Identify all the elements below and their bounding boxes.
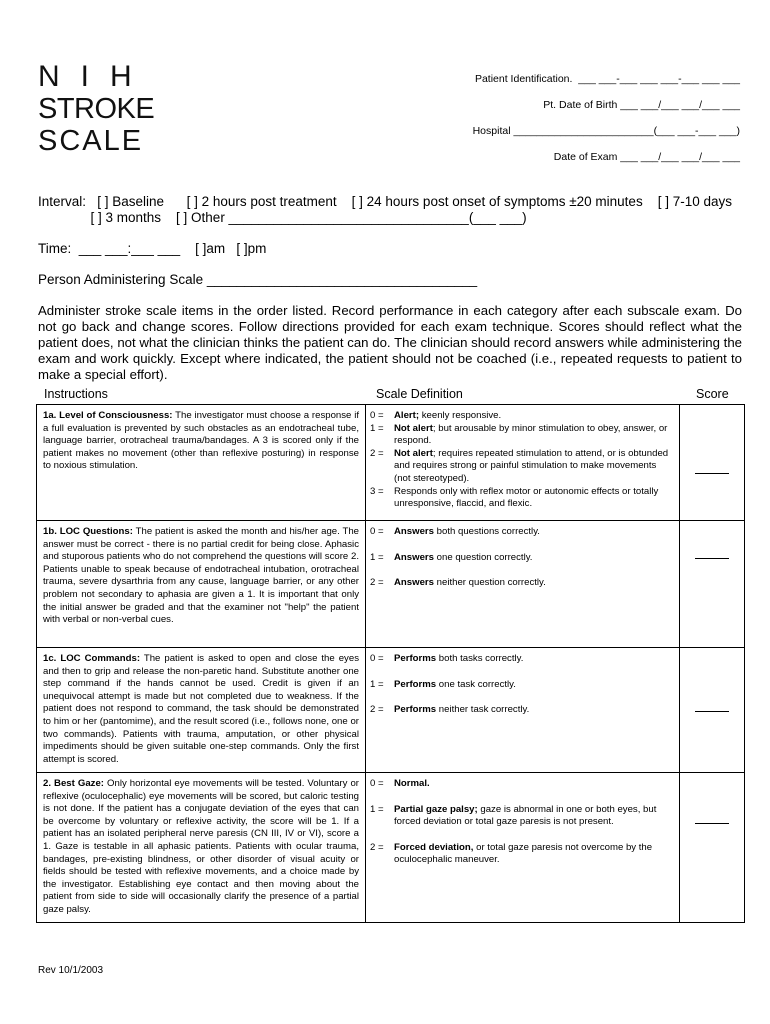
scale-option-value: 0 = <box>370 653 384 664</box>
item-title: 2. Best Gaze: <box>43 778 104 789</box>
scale-option-keyword: Forced deviation, <box>394 841 474 853</box>
item-instructions-cell <box>37 773 366 923</box>
scale-definition-cell <box>366 773 680 923</box>
item-instructions-text: Only horizontal eye movements will be tested. Voluntary or reflexive (oculocephalic) eye movements will be scored, but caloric testing is not done. If the patient has a conjugate deviation of the eyes that can be overcome by voluntary or reflexive activity, the score will be 1. If a patient has an isolated peripheral nerve paresis (CN III, IV or VI), score a 1. Gaze is testable in all aphasic patients. Patients with ocular trauma, bandages, pre-existing blindness, or other disorder of visual acuity or fields should be tested with reflexive movements, and a choice made by the investigator. Establishing eye contact and then moving about the patient from side to side will occasionally clarify the presence of a partial gaze palsy. <box>43 778 359 915</box>
scale-option-value: 3 = <box>370 485 384 497</box>
scale-option-value: 1 = <box>370 803 384 815</box>
scale-row <box>37 648 745 773</box>
item-instructions-cell <box>37 521 366 648</box>
scale-option-value: 2 = <box>370 447 384 459</box>
score-blank-field[interactable] <box>695 473 729 474</box>
scale-option-value: 1 = <box>370 422 384 434</box>
scale-option <box>370 486 675 511</box>
item-instructions-cell <box>37 648 366 773</box>
patient-id-field[interactable]: Patient Identification. ___ ___-___ ___ ___-___ ___ ___ <box>474 73 740 85</box>
column-head-instructions: Instructions <box>44 387 108 401</box>
scale-option-description: ; requires repeated stimulation to attend, or is obtunded and requires strong or painful stimulation to make movements (not stereotyped). <box>394 447 669 484</box>
logo-line-stroke: STROKE <box>38 93 155 125</box>
scale-option-value: 1 = <box>370 551 384 563</box>
scale-option <box>370 448 675 486</box>
scale-definition-cell <box>366 648 680 773</box>
scale-option-keyword: Performs <box>394 678 437 690</box>
scale-option-value: 1 = <box>370 678 384 690</box>
item-title: 1b. LOC Questions: <box>43 526 133 537</box>
scale-option-keyword: Normal. <box>394 778 430 789</box>
scale-option-description: Responds only with reflex motor or autonomic effects or totally unresponsive, flaccid, and flexic. <box>394 485 659 510</box>
scale-option-keyword: Answers <box>394 551 434 563</box>
scale-option-keyword: Not alert <box>394 422 433 434</box>
scale-option-keyword: Not alert <box>394 447 433 459</box>
scale-option-keyword: Partial gaze palsy; <box>394 803 478 815</box>
person-administering-field[interactable]: Person Administering Scale ____________________________________ <box>38 272 478 287</box>
scale-option <box>370 423 675 448</box>
scale-option-description: keenly responsive. <box>419 410 502 421</box>
scale-option-description: gaze is abnormal in one or both eyes, but forced deviation or total gaze paresis is not present. <box>394 803 657 828</box>
scale-option-description: ; but arousable by minor stimulation to obey, answer, or respond. <box>394 422 668 447</box>
revision-date: Rev 10/1/2003 <box>38 965 104 976</box>
scale-option-description: one task correctly. <box>436 678 516 690</box>
scale-table <box>36 404 745 923</box>
scale-option-description: both questions correctly. <box>434 526 540 537</box>
instructions-paragraph: Administer stroke scale items in the order listed. Record performance in each category after each subscale exam. Do not go back and change scores. Follow directions provided for each exam technique. Scores should reflect what the patient does, not what the clinician thinks the patient can do. The clinician should record answers while administering the exam and work quickly. Except where indicated, the patient should not be coached (i.e., repeated requests to patient to make a special effort). <box>38 303 742 382</box>
scale-option-keyword: Answers <box>394 577 434 589</box>
scale-option-keyword: Performs <box>394 704 437 716</box>
scale-option-keyword: Answers <box>394 526 434 537</box>
time-field[interactable]: Time: ___ ___:___ ___ [ ]am [ ]pm <box>38 241 267 256</box>
column-head-score: Score <box>696 387 729 401</box>
scale-option-value: 0 = <box>370 410 384 421</box>
item-instructions-text: The patient is asked the month and his/her age. The answer must be correct - there is no partial credit for being close. Aphasic and stuporous patients who do not comprehend the questions will score 2. Patients unable to speak because of endotracheal intubation, orotracheal trauma, severe dysarthria from any cause, language barrier, or any other problem not secondary to aphasia are given a 1. It is important that only the initial answer be graded and that the examiner not "help" the patient with verbal or non-verbal cues. <box>43 526 359 626</box>
exam-date-field[interactable]: Date of Exam ___ ___/___ ___/___ ___ <box>553 151 740 163</box>
item-title: 1c. LOC Commands: <box>43 653 141 664</box>
scale-option <box>370 778 675 791</box>
scale-option-value: 2 = <box>370 577 384 589</box>
scale-option <box>370 410 675 423</box>
scale-option <box>370 842 675 867</box>
scale-option <box>370 577 675 590</box>
scale-option <box>370 804 675 829</box>
nih-stroke-scale-logo <box>38 62 163 158</box>
scale-option <box>370 526 675 539</box>
scale-option <box>370 653 675 666</box>
score-cell <box>680 405 745 521</box>
hospital-field[interactable]: Hospital ________________________(___ ___-___ ___) <box>472 125 740 137</box>
scale-option-value: 0 = <box>370 526 384 537</box>
item-instructions-text: The patient is asked to open and close the eyes and then to grip and release the non-paretic hand. Substitute another one step command if the hands cannot be used. Credit is given if an unequivocal attempt is made but not completed due to weakness. If the patient does not respond to command, the task should be demonstrated to him or her (pantomime), and the result scored (i.e., follows none, one or two commands). Patients with trauma, amputation, or other physical impediments should be given suitable one-step commands. Only the first attempt is scored. <box>43 653 359 765</box>
scale-definition-cell <box>366 405 680 521</box>
scale-option <box>370 704 675 717</box>
score-cell <box>680 773 745 923</box>
item-title: 1a. Level of Consciousness: <box>43 410 173 421</box>
scale-option <box>370 679 675 692</box>
scale-option-value: 2 = <box>370 841 384 853</box>
score-cell <box>680 521 745 648</box>
scale-row <box>37 521 745 648</box>
score-blank-field[interactable] <box>695 558 729 559</box>
scale-option-value: 0 = <box>370 778 384 789</box>
scale-definition-cell <box>366 521 680 648</box>
dob-field[interactable]: Pt. Date of Birth ___ ___/___ ___/___ ___ <box>543 99 740 111</box>
scale-option-description: neither question correctly. <box>434 577 546 589</box>
scale-option-description: one question correctly. <box>434 551 533 563</box>
score-blank-field[interactable] <box>695 823 729 824</box>
score-cell <box>680 648 745 773</box>
logo-line-nih: NIH <box>38 60 153 93</box>
scale-option <box>370 552 675 565</box>
scale-option-description: or total gaze paresis not overcome by the oculocephalic maneuver. <box>394 841 653 866</box>
score-blank-field[interactable] <box>695 711 729 712</box>
scale-option-description: neither task correctly. <box>436 704 530 716</box>
column-head-scale: Scale Definition <box>376 387 463 401</box>
item-instructions-cell <box>37 405 366 521</box>
scale-row <box>37 773 745 923</box>
interval-line-2[interactable]: [ ] 3 months [ ] Other ________________________________(___ ___) <box>38 210 527 225</box>
scale-option-keyword: Alert; <box>394 410 420 421</box>
scale-option-value: 2 = <box>370 704 384 716</box>
scale-row <box>37 405 745 521</box>
logo-line-scale: SCALE <box>38 125 144 157</box>
scale-option-description: both tasks correctly. <box>436 653 524 664</box>
interval-line-1[interactable]: Interval: [ ] Baseline [ ] 2 hours post treatment [ ] 24 hours post onset of symptoms ±20 minutes [ ] 7-10 days <box>38 194 732 209</box>
item-instructions-text: The investigator must choose a response if a full evaluation is prevented by such obstacles as an endotracheal tube, language barrier, orotracheal trauma/bandages. A 3 is scored only if the patient makes no movement (other than reflexive posturing) in response to noxious stimulation. <box>43 410 359 472</box>
scale-option-keyword: Performs <box>394 653 437 664</box>
